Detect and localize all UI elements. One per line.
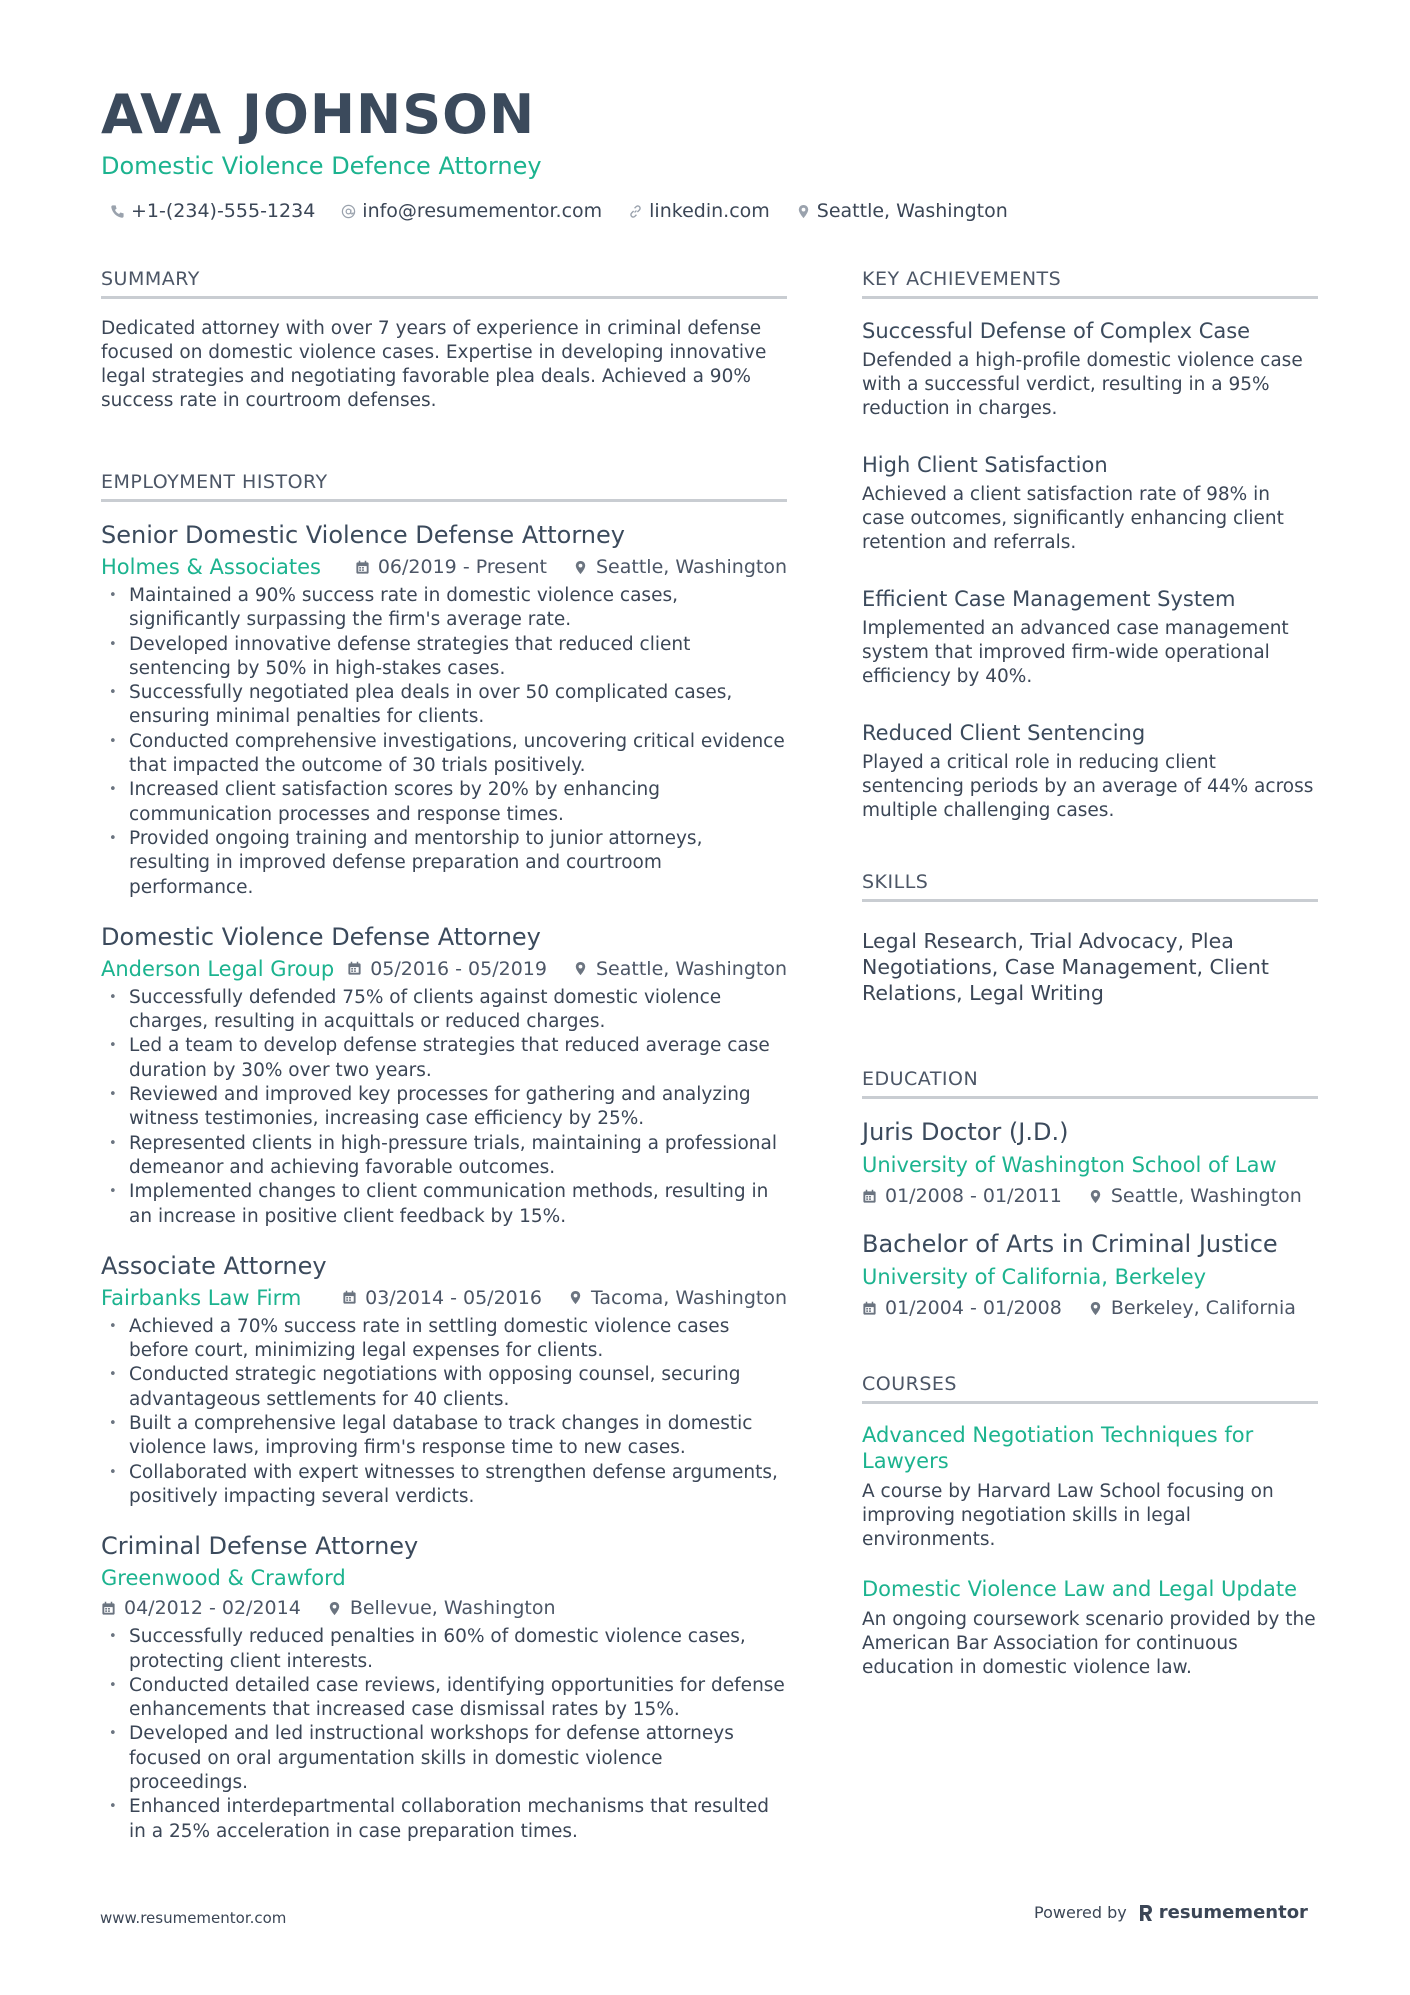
job-location-text: Seattle, Washington <box>596 556 787 578</box>
job-dates-text: 04/2012 - 02/2014 <box>124 1597 301 1620</box>
contact-location-text: Seattle, Washington <box>816 200 1008 222</box>
job-entry <box>101 520 787 900</box>
education-location-text: Seattle, Washington <box>1110 1185 1302 1207</box>
contact-phone[interactable] <box>110 200 315 222</box>
contact-website[interactable] <box>628 200 770 222</box>
achievement-title: Successful Defense of Complex Case <box>862 319 1251 343</box>
location-icon <box>1088 1301 1103 1316</box>
employment-heading: EMPLOYMENT HISTORY <box>101 471 787 502</box>
calendar-icon <box>355 560 370 575</box>
calendar-icon <box>862 1189 877 1204</box>
job-bullet: • Maintained a 90% success rate in domestic violence cases, significantly surpassing the firm's average rate. <box>101 584 787 633</box>
education-meta <box>862 1183 1318 1209</box>
job-meta <box>101 1565 787 1591</box>
link-icon <box>628 204 643 219</box>
job-entry <box>101 1531 787 1844</box>
summary-heading: SUMMARY <box>101 268 787 299</box>
calendar-icon <box>342 1290 357 1305</box>
job-bullet: • Conducted strategic negotiations with opposing counsel, securing advantageous settlements for 40 clients. <box>101 1363 787 1412</box>
course-title: Advanced Negotiation Techniques for Lawyers <box>862 1423 1254 1473</box>
footer-brand-name: resumementor <box>1158 1902 1308 1923</box>
education-item <box>862 1117 1318 1209</box>
achievement-desc: Played a critical role in reducing client sentencing periods by an average of 44% across multiple challenging cases. <box>862 752 1314 821</box>
footer-website[interactable]: www.resumementor.com <box>100 1909 287 1927</box>
education-degree: Bachelor of Arts in Criminal Justice <box>862 1230 1278 1258</box>
education-location-text: Berkeley, California <box>1110 1297 1296 1319</box>
job-bullet: • Developed and led instructional workshops for defense attorneys focused on oral argumentation skills in domestic violence proceedings. <box>101 1722 787 1795</box>
job-meta <box>101 956 787 982</box>
location-icon <box>1088 1189 1103 1204</box>
job-bullet: • Conducted comprehensive investigations, uncovering critical evidence that impacted the outcome of 30 trials positively. <box>101 730 787 779</box>
job-bullets <box>101 1315 787 1509</box>
location-icon <box>796 204 811 219</box>
calendar-icon <box>101 1601 116 1616</box>
location-icon <box>568 1290 583 1305</box>
job-location-text: Seattle, Washington <box>596 957 787 980</box>
course-title: Domestic Violence Law and Legal Update <box>862 1577 1298 1601</box>
job-company: Greenwood & Crawford <box>101 1566 346 1591</box>
job-entry <box>101 1251 787 1509</box>
location-icon <box>573 961 588 976</box>
right-column <box>862 268 1318 1704</box>
skills-text: Legal Research, Trial Advocacy, Plea Negotiations, Case Management, Client Relations, Legal Writing <box>862 929 1269 1005</box>
job-bullet: • Developed innovative defense strategies that reduced client sentencing by 50% in high-stakes cases. <box>101 633 787 682</box>
footer-branding[interactable] <box>1034 1902 1308 1923</box>
job-location <box>573 956 787 982</box>
education-item <box>862 1229 1318 1321</box>
course-item <box>862 1422 1318 1552</box>
contact-bar <box>110 200 1008 222</box>
achievement-item <box>862 451 1318 555</box>
job-company: Holmes & Associates <box>101 555 321 579</box>
job-dates <box>342 1285 542 1311</box>
contact-phone-text: +1-(234)-555-1234 <box>131 200 316 222</box>
achievement-item <box>862 317 1318 421</box>
job-bullet: • Successfully defended 75% of clients against domestic violence charges, resulting in acquittals or reduced charges. <box>101 986 787 1035</box>
education-dates-text: 01/2004 - 01/2008 <box>885 1297 1062 1319</box>
job-title: Domestic Violence Defense Attorney <box>101 922 541 951</box>
job-bullet: • Represented clients in high-pressure trials, maintaining a professional demeanor and achieving favorable outcomes. <box>101 1132 787 1181</box>
candidate-role: Domestic Violence Defence Attorney <box>101 152 542 180</box>
calendar-icon <box>347 961 362 976</box>
job-bullets <box>101 1625 787 1844</box>
job-company: Anderson Legal Group <box>101 956 335 981</box>
achievement-item <box>862 585 1318 689</box>
education-school: University of Washington School of Law <box>862 1153 1277 1177</box>
job-location <box>568 1285 787 1311</box>
job-bullet: • Reviewed and improved key processes for gathering and analyzing witness testimonies, increasing case efficiency by 25%. <box>101 1083 787 1132</box>
job-bullet: • Achieved a 70% success rate in settling domestic violence cases before court, minimizing legal expenses for clients. <box>101 1315 787 1364</box>
job-entry <box>101 922 787 1229</box>
education-degree: Juris Doctor (J.D.) <box>862 1118 1069 1146</box>
job-bullet: • Increased client satisfaction scores by 20% by enhancing communication processes and response times. <box>101 778 787 827</box>
achievement-title: Reduced Client Sentencing <box>862 721 1146 745</box>
job-meta <box>101 554 787 580</box>
job-location <box>573 554 787 580</box>
job-bullet: • Enhanced interdepartmental collaboration mechanisms that resulted in a 25% acceleration in case preparation times. <box>101 1795 787 1844</box>
education-meta <box>862 1295 1318 1321</box>
courses-heading: COURSES <box>862 1373 1318 1404</box>
job-dates <box>347 956 547 982</box>
achievements-heading: KEY ACHIEVEMENTS <box>862 268 1318 299</box>
job-company: Fairbanks Law Firm <box>101 1285 302 1310</box>
job-bullet: • Successfully negotiated plea deals in over 50 complicated cases, ensuring minimal penalties for clients. <box>101 681 787 730</box>
job-dates <box>355 554 547 580</box>
education-school: University of California, Berkeley <box>862 1265 1207 1289</box>
calendar-icon <box>862 1301 877 1316</box>
job-location <box>327 1595 556 1621</box>
phone-icon <box>110 204 125 219</box>
education-dates-text: 01/2008 - 01/2011 <box>885 1185 1062 1207</box>
achievement-title: Efficient Case Management System <box>862 587 1236 611</box>
job-bullet: • Led a team to develop defense strategies that reduced average case duration by 30% over two years. <box>101 1034 787 1083</box>
contact-email[interactable] <box>341 200 602 222</box>
job-title: Associate Attorney <box>101 1251 327 1280</box>
job-dates-text: 06/2019 - Present <box>377 556 547 578</box>
job-dates <box>101 1595 301 1621</box>
course-desc: A course by Harvard Law School focusing on improving negotiation skills in legal environments. <box>862 1481 1274 1550</box>
job-title: Senior Domestic Violence Defense Attorney <box>101 521 625 549</box>
education-dates <box>862 1295 1062 1321</box>
job-location-text: Bellevue, Washington <box>349 1597 556 1620</box>
footer-powered-by: Powered by <box>1034 1903 1127 1922</box>
job-meta <box>101 1285 787 1311</box>
course-item <box>862 1576 1318 1680</box>
candidate-name: AVA JOHNSON <box>101 83 536 146</box>
left-column <box>101 268 787 1866</box>
job-bullets <box>101 986 787 1229</box>
contact-email-text: info@resumementor.com <box>362 200 603 222</box>
achievement-item <box>862 719 1318 823</box>
job-meta-row <box>101 1595 787 1621</box>
job-bullet: • Successfully reduced penalties in 60% of domestic violence cases, protecting client interests. <box>101 1625 787 1674</box>
skills-heading: SKILLS <box>862 871 1318 902</box>
job-bullets <box>101 584 787 900</box>
education-heading: EDUCATION <box>862 1068 1318 1099</box>
achievement-desc: Implemented an advanced case management system that improved firm-wide operational efficiency by 40%. <box>862 618 1289 687</box>
summary-text: Dedicated attorney with over 7 years of experience in criminal defense focused on domestic violence cases. Expertise in developing innovative legal strategies and negotiating favorable plea deals. Achieved a 90% success rate in courtroom defenses. <box>101 318 767 411</box>
achievement-desc: Defended a high-profile domestic violence case with a successful verdict, resulting in a 95% reduction in charges. <box>862 350 1303 419</box>
achievement-desc: Achieved a client satisfaction rate of 98% in case outcomes, significantly enhancing client retention and referrals. <box>862 484 1284 553</box>
location-icon <box>573 560 588 575</box>
job-bullet: • Conducted detailed case reviews, identifying opportunities for defense enhancements that increased case dismissal rates by 15%. <box>101 1674 787 1723</box>
job-bullet: • Provided ongoing training and mentorship to junior attorneys, resulting in improved defense preparation and courtroom performance. <box>101 827 787 900</box>
course-desc: An ongoing coursework scenario provided by the American Bar Association for continuous education in domestic violence law. <box>862 1609 1316 1678</box>
job-dates-text: 03/2014 - 05/2016 <box>365 1286 542 1309</box>
education-location <box>1088 1295 1296 1321</box>
education-location <box>1088 1183 1302 1209</box>
job-bullet: • Collaborated with expert witnesses to strengthen defense arguments, positively impacting several verdicts. <box>101 1461 787 1510</box>
footer-logo <box>1137 1902 1308 1923</box>
at-icon <box>341 204 356 219</box>
education-dates <box>862 1183 1062 1209</box>
job-bullet: • Implemented changes to client communication methods, resulting in an increase in positive client feedback by 15%. <box>101 1180 787 1229</box>
job-bullet: • Built a comprehensive legal database to track changes in domestic violence laws, improving firm's response time to new cases. <box>101 1412 787 1461</box>
achievement-title: High Client Satisfaction <box>862 453 1108 477</box>
brand-logo-icon <box>1137 1903 1155 1923</box>
contact-location <box>796 200 1008 222</box>
location-icon <box>327 1601 342 1616</box>
job-title: Criminal Defense Attorney <box>101 1532 419 1561</box>
job-dates-text: 05/2016 - 05/2019 <box>370 957 547 980</box>
job-location-text: Tacoma, Washington <box>590 1286 787 1309</box>
contact-website-text: linkedin.com <box>649 200 770 222</box>
